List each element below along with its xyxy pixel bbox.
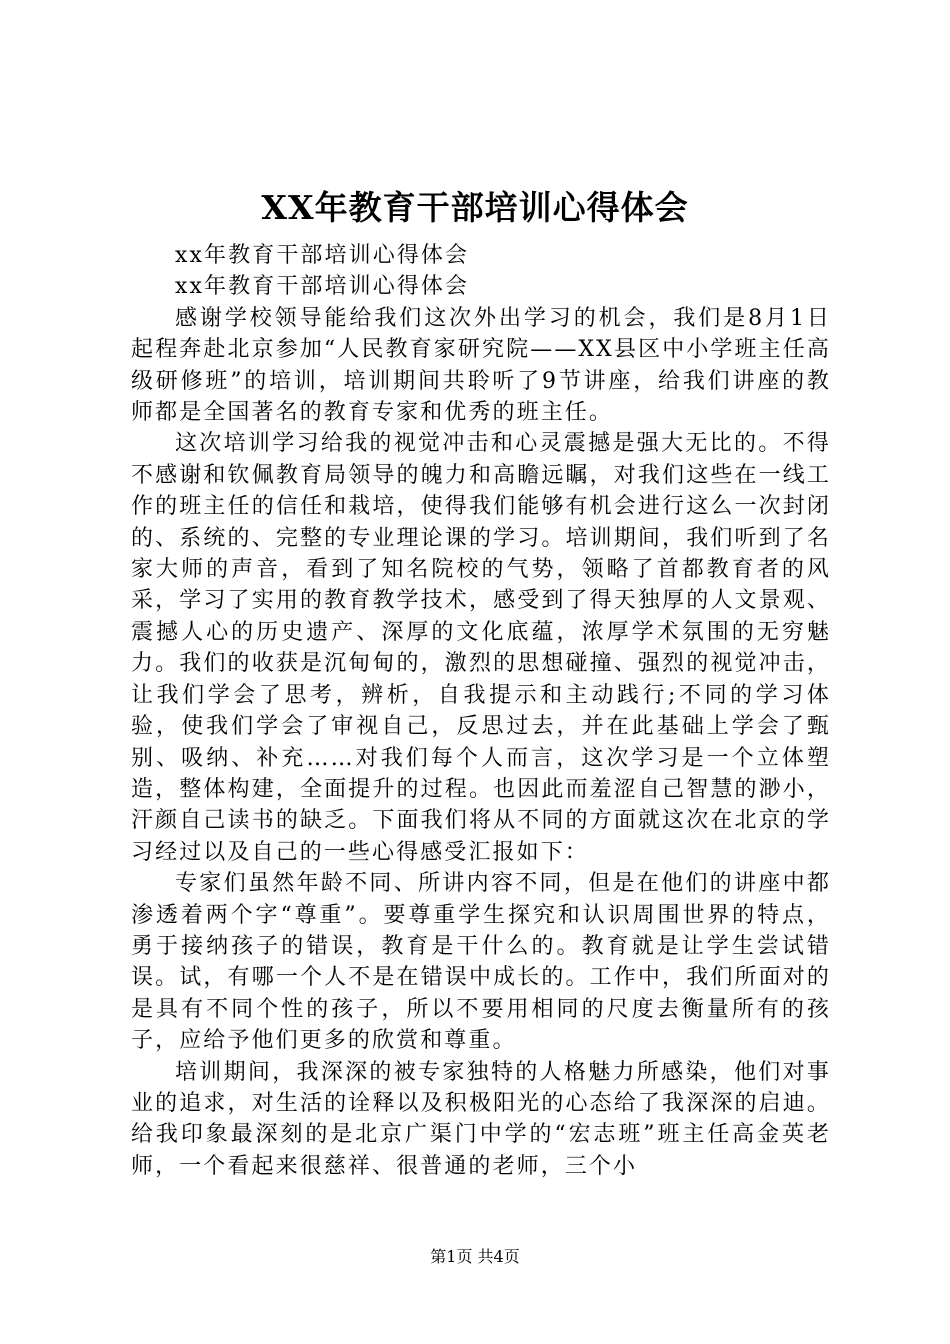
paragraph: 专家们虽然年龄不同、所讲内容不同，但是在他们的讲座中都渗透着两个字“尊重”。要尊重学生探究和认识周围世界的特点，勇于接纳孩子的错误，教育是干什么的。教育就是让学生尝试错误。试，有哪一个人不是在错误中成长的。工作中，我们所面对的是具有不同个性的孩子，所以不要用相同的尺度去衡量所有的孩子，应给予他们更多的欣赏和尊重。 bbox=[131, 871, 831, 1054]
paragraph: 这次培训学习给我的视觉冲击和心灵震撼是强大无比的。不得不感谢和钦佩教育局领导的魄力和高瞻远瞩，对我们这些在一线工作的班主任的信任和栽培，使得我们能够有机会进行这么一次封闭的、系统的、完整的专业理论课的学习。培训期间，我们听到了名家大师的声音，看到了知名院校的气势，领略了首都教育者的风采，学习了实用的教育教学技术，感受到了得天独厚的人文景观、震撼人心的历史遗产、深厚的文化底蕴，浓厚学术氛围的无穷魅力。我们的收获是沉甸甸的，激烈的思想碰撞、强烈的视觉冲击，让我们学会了思考，辨析，自我提示和主动践行;不同的学习体验，使我们学会了审视自己，反思过去，并在此基础上学会了甄别、吸纳、补充……对我们每个人而言，这次学习是一个立体塑造，整体构建，全面提升的过程。也因此而羞涩自己智慧的渺小，汗颜自己读书的缺乏。下面我们将从不同的方面就这次在北京的学习经过以及自己的一些心得感受汇报如下： bbox=[131, 431, 831, 865]
paragraph: xx年教育干部培训心得体会 bbox=[175, 243, 470, 268]
document-title: XX年教育干部培训心得体会 bbox=[261, 188, 689, 227]
page-number-footer: 第1页 共4页 bbox=[430, 1247, 520, 1266]
paragraph: xx年教育干部培训心得体会 bbox=[175, 274, 470, 300]
paragraph: 培训期间，我深深的被专家独特的人格魅力所感染，他们对事业的追求，对生活的诠释以及积极阳光的心态给了我深深的启迪。给我印象最深刻的是北京广渠门中学的“宏志班”班主任高金英老师，一个看起来很慈祥、很普通的老师，三个小 bbox=[131, 1059, 831, 1179]
document-body bbox=[131, 240, 831, 1182]
paragraph: 感谢学校领导能给我们这次外出学习的机会，我们是8月1日起程奔赴北京参加“人民教育家研究院——XX县区中小学班主任高级研修班”的培训，培训期间共聆听了9节讲座，给我们讲座的教师都是全国著名的教育专家和优秀的班主任。 bbox=[131, 305, 831, 426]
